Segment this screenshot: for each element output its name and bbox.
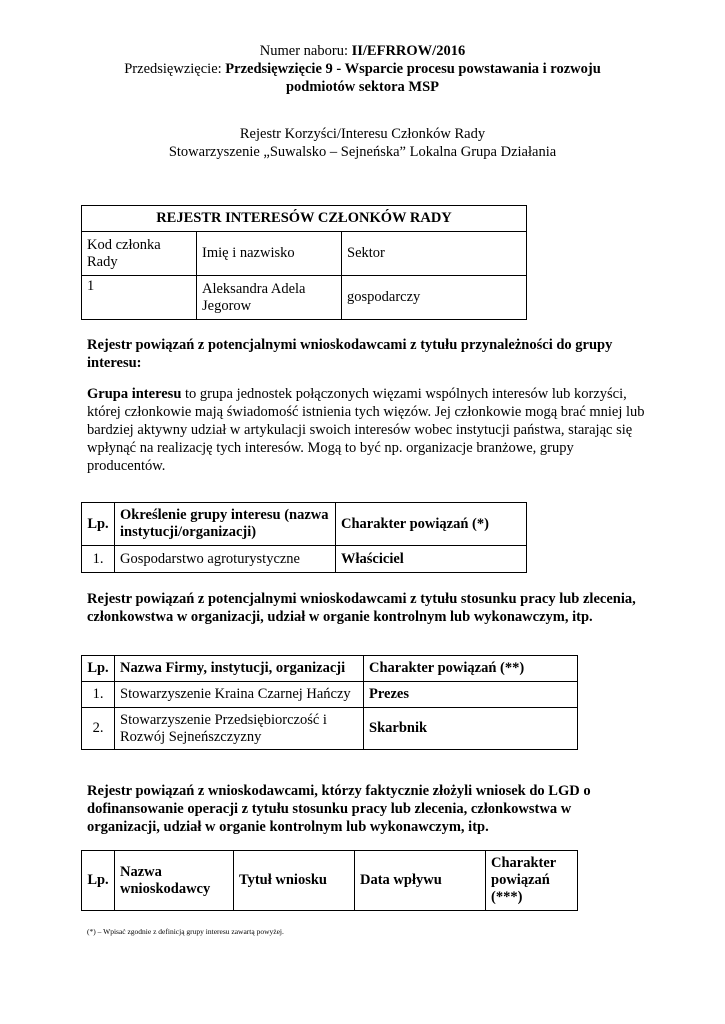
przedsiewziecie-line-2 xyxy=(60,78,665,96)
table1-cell-name: Aleksandra Adela Jegorow xyxy=(197,276,342,320)
nabor-line xyxy=(60,42,665,60)
interest-group-table xyxy=(81,502,527,573)
table2-cell-group: Gospodarstwo agroturystyczne xyxy=(115,546,336,573)
section1-heading: Rejestr powiązań z potencjalnymi wnioskodawcami z tytułu przynależności do grupy interesu: xyxy=(87,337,613,371)
table1-cell-sector: gospodarczy xyxy=(342,276,527,320)
table3-header-lp: Lp. xyxy=(82,656,115,682)
table4-header-date: Data wpływu xyxy=(355,851,486,911)
document-header xyxy=(60,42,665,96)
table-row xyxy=(82,546,527,573)
przedsiewziecie-line xyxy=(60,60,665,78)
table1-header-sector: Sektor xyxy=(342,232,527,276)
table3-header-relation: Charakter powiązań (**) xyxy=(364,656,578,682)
nabor-value: II/EFRROW/2016 xyxy=(351,43,466,59)
table1-header-code: Kod członka Rady xyxy=(82,232,197,276)
footnote: (*) – Wpisać zgodnie z definicją grupy interesu zawartą powyżej. xyxy=(87,927,284,936)
definition-text: to grupa jednostek połączonych więzami wspólnych interesów lub korzyści, której członkowie mają świadomość istnienia tych więzów. Jej członkowie mogą brać mniej lub bardziej aktywny udział w artykulacji swoich interesów wobec instytucji państwa, starając się wpłynąć na realizację tych interesów. Mogą to być np. organizacje branżowe, grupy producentów. xyxy=(87,386,645,474)
table4-header-title: Tytuł wniosku xyxy=(234,851,355,911)
table3-header-org: Nazwa Firmy, instytucji, organizacji xyxy=(115,656,364,682)
table3-cell-org-2: Stowarzyszenie Przedsiębiorczość i Rozwój Sejneńszczyzny xyxy=(115,708,364,750)
table3-cell-lp-1: 1. xyxy=(82,682,115,708)
register-title: Rejestr Korzyści/Interesu Członków Rady xyxy=(239,126,486,142)
employment-relations-table xyxy=(81,655,578,750)
table-row xyxy=(82,682,578,708)
table2-header-relation: Charakter powiązań (*) xyxy=(336,503,527,546)
table2-cell-lp: 1. xyxy=(82,546,115,573)
section2-heading: Rejestr powiązań z potencjalnymi wnioskodawcami z tytułu stosunku pracy lub zlecenia, członkowstwa w organizacji, udział w organie kontrolnym lub wykonawczym, itp. xyxy=(87,591,636,625)
table3-cell-relation-2: Skarbnik xyxy=(364,708,578,750)
members-interest-table xyxy=(81,205,527,320)
table3-cell-lp-2: 2. xyxy=(82,708,115,750)
table2-header-group: Określenie grupy interesu (nazwa instytucji/organizacji) xyxy=(115,503,336,546)
applicants-relations-table xyxy=(81,850,578,911)
przedsiewziecie-value-2: podmiotów sektora MSP xyxy=(285,79,440,95)
table1-header-name: Imię i nazwisko xyxy=(197,232,342,276)
definition-term: Grupa interesu xyxy=(87,386,182,402)
table-row xyxy=(82,276,527,320)
table4-header-relation: Charakter powiązań (***) xyxy=(486,851,578,911)
organization-name: Stowarzyszenie „Suwalsko – Sejneńska” Lokalna Grupa Działania xyxy=(168,144,557,160)
table1-cell-code: 1 xyxy=(82,276,197,320)
section3-heading: Rejestr powiązań z wnioskodawcami, którzy faktycznie złożyli wniosek do LGD o dofinansowanie operacji z tytułu stosunku pracy lub zlecenia, członkowstwa w organizacji, udział w organie kontrolnym lub wykonawczym, itp. xyxy=(87,783,591,835)
table4-header-lp: Lp. xyxy=(82,851,115,911)
document-subheader xyxy=(60,125,665,161)
nabor-label: Numer naboru: xyxy=(259,43,352,59)
table3-cell-org-1: Stowarzyszenie Kraina Czarnej Hańczy xyxy=(115,682,364,708)
table4-header-applicant: Nazwa wnioskodawcy xyxy=(115,851,234,911)
table3-cell-relation-1: Prezes xyxy=(364,682,578,708)
przedsiewziecie-value-1: Przedsięwzięcie 9 - Wsparcie procesu powstawania i rozwoju xyxy=(225,61,601,77)
przedsiewziecie-label: Przedsięwzięcie: xyxy=(124,61,226,77)
interest-group-definition xyxy=(87,385,647,475)
table1-title: REJESTR INTERESÓW CZŁONKÓW RADY xyxy=(82,206,527,232)
table-row xyxy=(82,708,578,750)
table2-cell-relation: Właściciel xyxy=(336,546,527,573)
table2-header-lp: Lp. xyxy=(82,503,115,546)
